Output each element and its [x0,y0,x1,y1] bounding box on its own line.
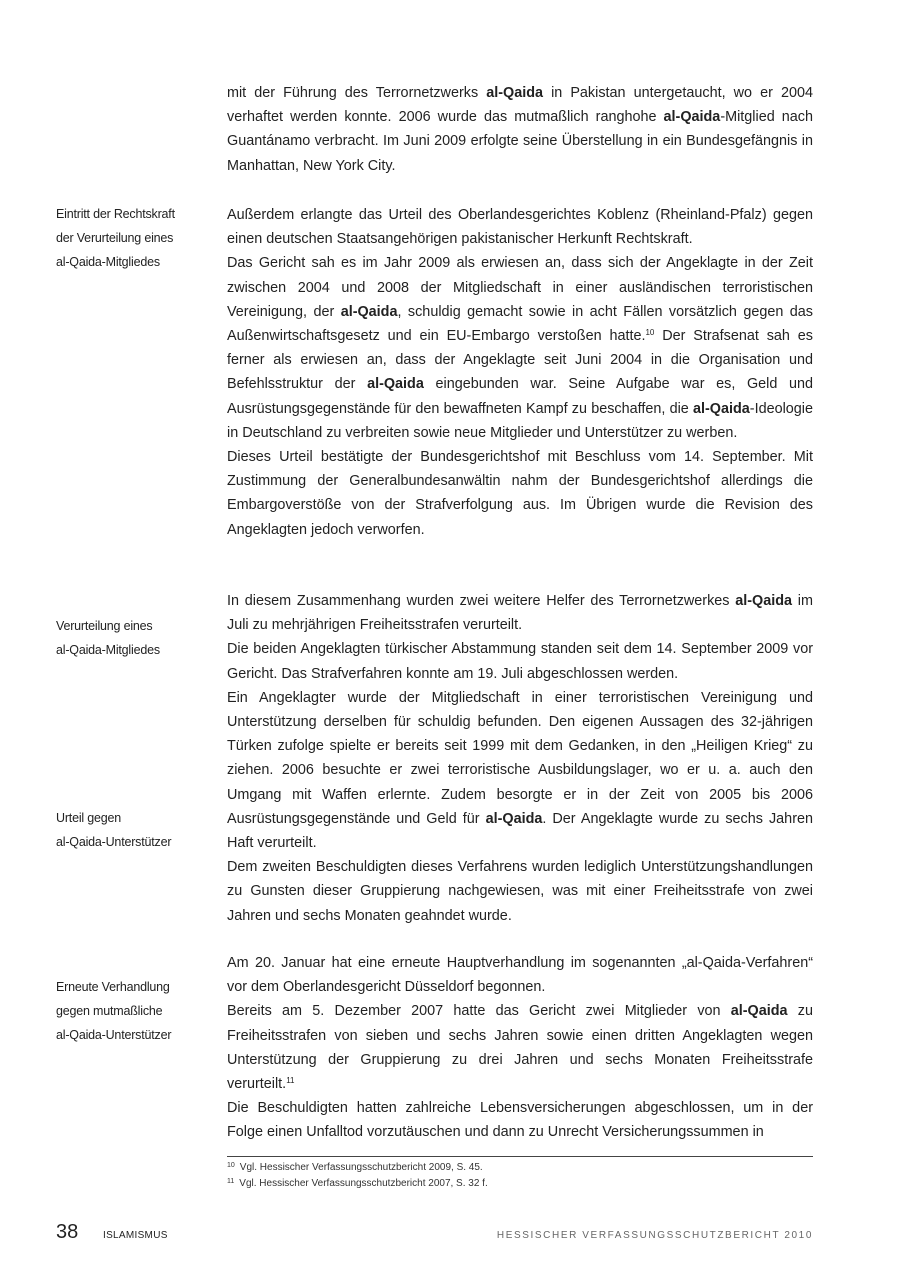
footnote-ref: 11 [286,1076,295,1086]
paragraph: Das Gericht sah es im Jahr 2009 als erwiesen an, dass sich der Angeklagte in der Zeit zwischen 2004 und 2008 der Mitgliedschaft in einer ausländischen terroristischen Vereinigung, der al-Qaida, schuldig gemacht sowie in acht Fällen vorsätzlich gegen das Außenwirtschaftsgesetz und ein EU-Embargo verstoßen hatte.$^{10}$ Der Strafsenat sah es ferner als erwiesen an, dass der Angeklagte seit Juni 2004 in die Organisation und Befehlsstruktur der al-Qaida eingebunden war. Seine Aufgabe war es, Geld und Ausrüstungsgegenstände für den bewaffneten Kampf zu beschaffen, die al-Qaida-Ideologie in Deutschland zu verbreiten sowie neue Mitglieder und Unterstützer zu werben. [227,255,813,441]
footnote-ref: 10 [645,328,655,338]
footnote-11: $^{11}$ Vgl. Hessischer Verfassungsschutzbericht 2007, S. 32 f. [227,1178,488,1189]
margin-note-1: Eintritt der Rechtskraft der Verurteilung eines al-Qaida-Mitgliedes [56,207,175,269]
paragraph: Dem zweiten Beschuldigten dieses Verfahrens wurden lediglich Unterstützungshandlungen zu Gunsten dieser Gruppierung nachgewiesen, was mit einer Freiheitsstrafe von zwei Jahren und sechs Monaten geahndet wurde. [227,859,813,924]
paragraph: Bereits am 5. Dezember 2007 hatte das Gericht zwei Mitglieder von al-Qaida zu Freiheitsstrafen von sieben und sechs Jahren sowie einen dritten Angeklagten wegen Unterstützung der Gruppierung zu drei Jahren und sechs Monaten Freiheitsstrafe verurteilt.$^{11}$ [227,1003,813,1093]
margin-note-3: Urteil gegen al-Qaida-Unterstützer [56,811,172,849]
margin-note-2: Verurteilung eines al-Qaida-Mitgliedes [56,619,160,657]
paragraph: Die Beschuldigten hatten zahlreiche Lebensversicherungen abgeschlossen, um in der Folge einen Unfalltod vorzutäuschen und dann zu Unrecht Versicherungssummen in [227,1100,813,1141]
paragraph: Ein Angeklagter wurde der Mitgliedschaft in einer terroristischen Vereinigung und Unterstützung derselben für schuldig befunden. Den eigenen Aussagen des 32-jährigen Türken zufolge spielte er bereits seit 1999 mit dem Gedanken, in den „Heiligen Krieg“ zu ziehen. 2006 besuchte er zwei terroristische Ausbildungslager, wo er u. a. auch den Umgang mit Waffen erlernte. Zudem besorgte er in der Zeit von 2005 bis 2006 Ausrüstungsgegenstände und Geld für al-Qaida. Der Angeklagte wurde zu sechs Jahren Haft verurteilt. [227,689,813,852]
paragraph: Außerdem erlangte das Urteil des Oberlandesgerichtes Koblenz (Rheinland-Pfalz) gegen einen deutschen Staatsangehörigen pakistanischer Herkunft Rechtskraft. [227,207,813,248]
paragraph: mit der Führung des Terrornetzwerks al-Qaida in Pakistan untergetaucht, wo er 2004 verhaftet werden konnte. 2006 wurde das mutmaßlich ranghohe al-Qaida-Mitglied nach Guantánamo verbracht. Im Juni 2009 erfolgte seine Überstellung in ein Bundesgefängnis in Manhattan, New York City. [227,85,813,174]
paragraph: Die beiden Angeklagten türkischer Abstammung standen seit dem 14. September 2009 vor Gericht. Das Strafverfahren konnte am 19. Juli abgeschlossen werden. [227,641,813,682]
footnote-divider [227,1156,813,1157]
paragraph: Am 20. Januar hat eine erneute Hauptverhandlung im sogenannten „al-Qaida-Verfahren“ vor dem Oberlandesgericht Düsseldorf begonnen. [227,955,813,996]
body-block-1 [227,81,813,178]
body-block-2 [227,203,813,542]
section-label: ISLAMISMUS [103,1230,168,1241]
running-title: HESSISCHER VERFASSUNGSSCHUTZBERICHT 2010 [496,1230,813,1241]
paragraph: Dieses Urteil bestätigte der Bundesgerichtshof mit Beschluss vom 14. September. Mit Zustimmung der Generalbundesanwältin nahm der Bundesgerichtshof allerdings die Embargoverstöße von der Strafverfolgung aus. Im Übrigen wurde die Revision des Angeklagten jedoch verworfen. [227,449,813,538]
paragraph: In diesem Zusammenhang wurden zwei weitere Helfer des Terrornetzwerkes al-Qaida im Juli zu mehrjährigen Freiheitsstrafen verurteilt. [227,593,813,634]
body-block-3 [227,589,813,928]
footnote-10: $^{10}$ Vgl. Hessischer Verfassungsschutzbericht 2009, S. 45. [227,1162,483,1173]
body-block-4 [227,951,813,1096]
page-number: 38 [56,1221,79,1243]
margin-note-4: Erneute Verhandlung gegen mutmaßliche al-Qaida-Unterstützer [56,980,172,1042]
body-block-5 [227,1096,813,1144]
